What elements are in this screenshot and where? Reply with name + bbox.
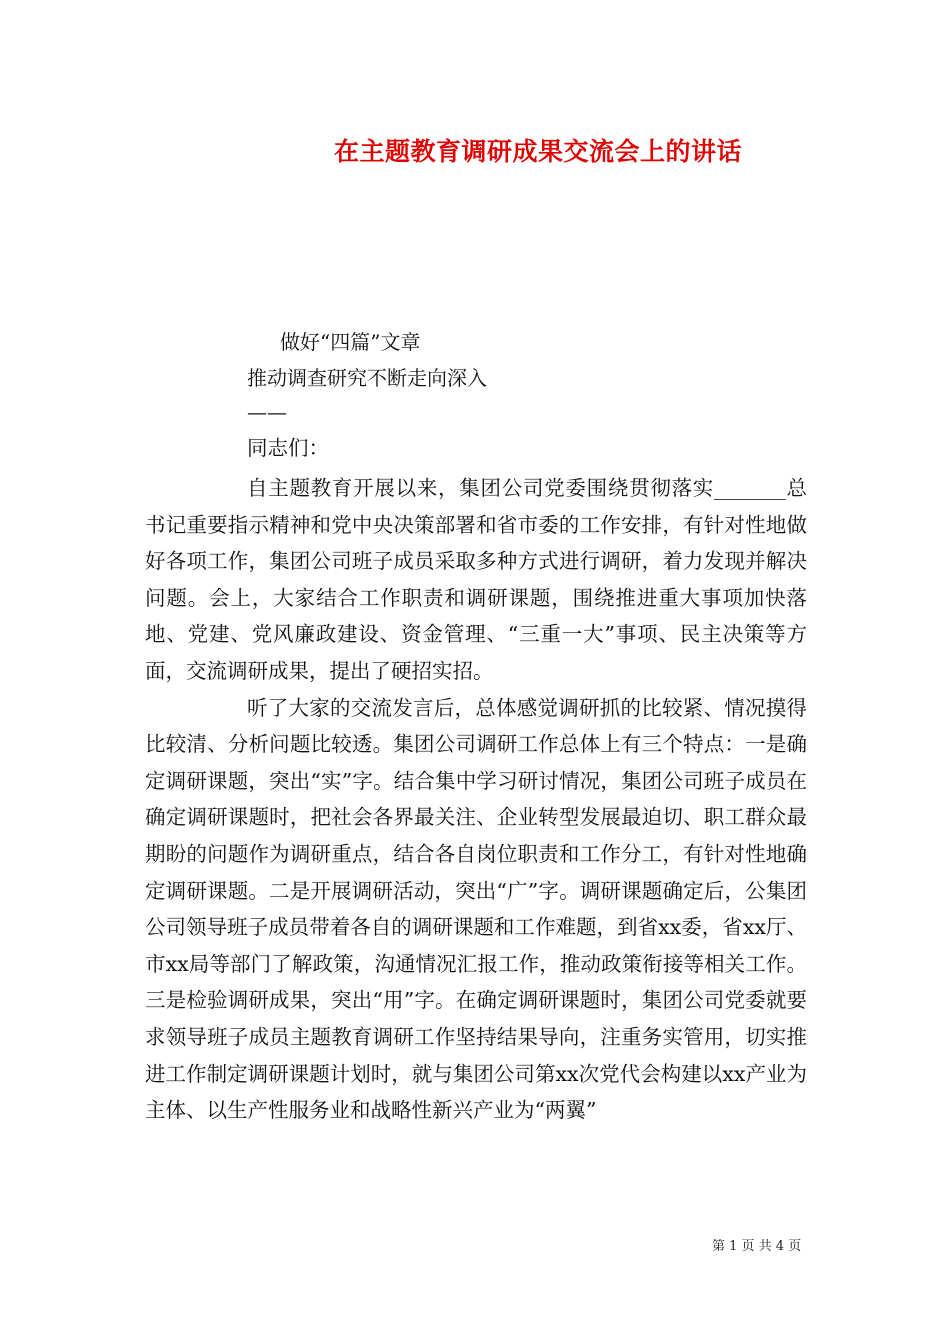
salutation: 同志们：	[247, 436, 329, 460]
document-title: 在主题教育调研成果交流会上的讲话	[333, 137, 742, 166]
paragraph-1: 自主题教育开展以来，集团公司党委围绕贯彻落实_______总书记重要指示精神和党中央决策部署和省市委的工作安排，有针对性地做好各项工作，集团公司班子成员采取多种方式进行调研，着力发现并解决问题。会上，大家结合工作职责和调研课题，围绕推进重大事项加快落地、党建、党风廉政建设、资金管理、“三重一大”事项、民主决策等方面，交流调研成果，提出了硬招实招。	[145, 476, 807, 683]
body-text	[145, 470, 807, 1129]
page-number: 第 1 页 共 4 页	[712, 1239, 802, 1254]
subtitle-dash: ——	[247, 400, 287, 424]
paragraph-2: 听了大家的交流发言后，总体感觉调研抓的比较紧、情况摸得比较清、分析问题比较透。集团公司调研工作总体上有三个特点：一是确定调研课题，突出“实”字。结合集中学习研讨情况，集团公司班子成员在确定调研课题时，把社会各界最关注、企业转型发展最迫切、职工群众最期盼的问题作为调研重点，结合各自岗位职责和工作分工，有针对性地确定调研课题。二是开展调研活动，突出“广”字。调研课题确定后，公集团公司领导班子成员带着各自的调研课题和工作难题，到省xx委，省xx厅、市xx局等部门了解政策，沟通情况汇报工作，推动政策衔接等相关工作。三是检验调研成果，突出“用”字。在确定调研课题时，集团公司党委就要求领导班子成员主题教育调研工作坚持结果导向，注重务实管用，切实推进工作制定调研课题计划时，就与集团公司第xx次党代会构建以xx产业为主体、以生产性服务业和战略性新兴产业为“两翼”	[145, 695, 807, 1123]
subtitle-line-1: 做好“四篇”文章	[280, 330, 421, 354]
subtitle-line-2: 推动调查研究不断走向深入	[247, 366, 487, 390]
